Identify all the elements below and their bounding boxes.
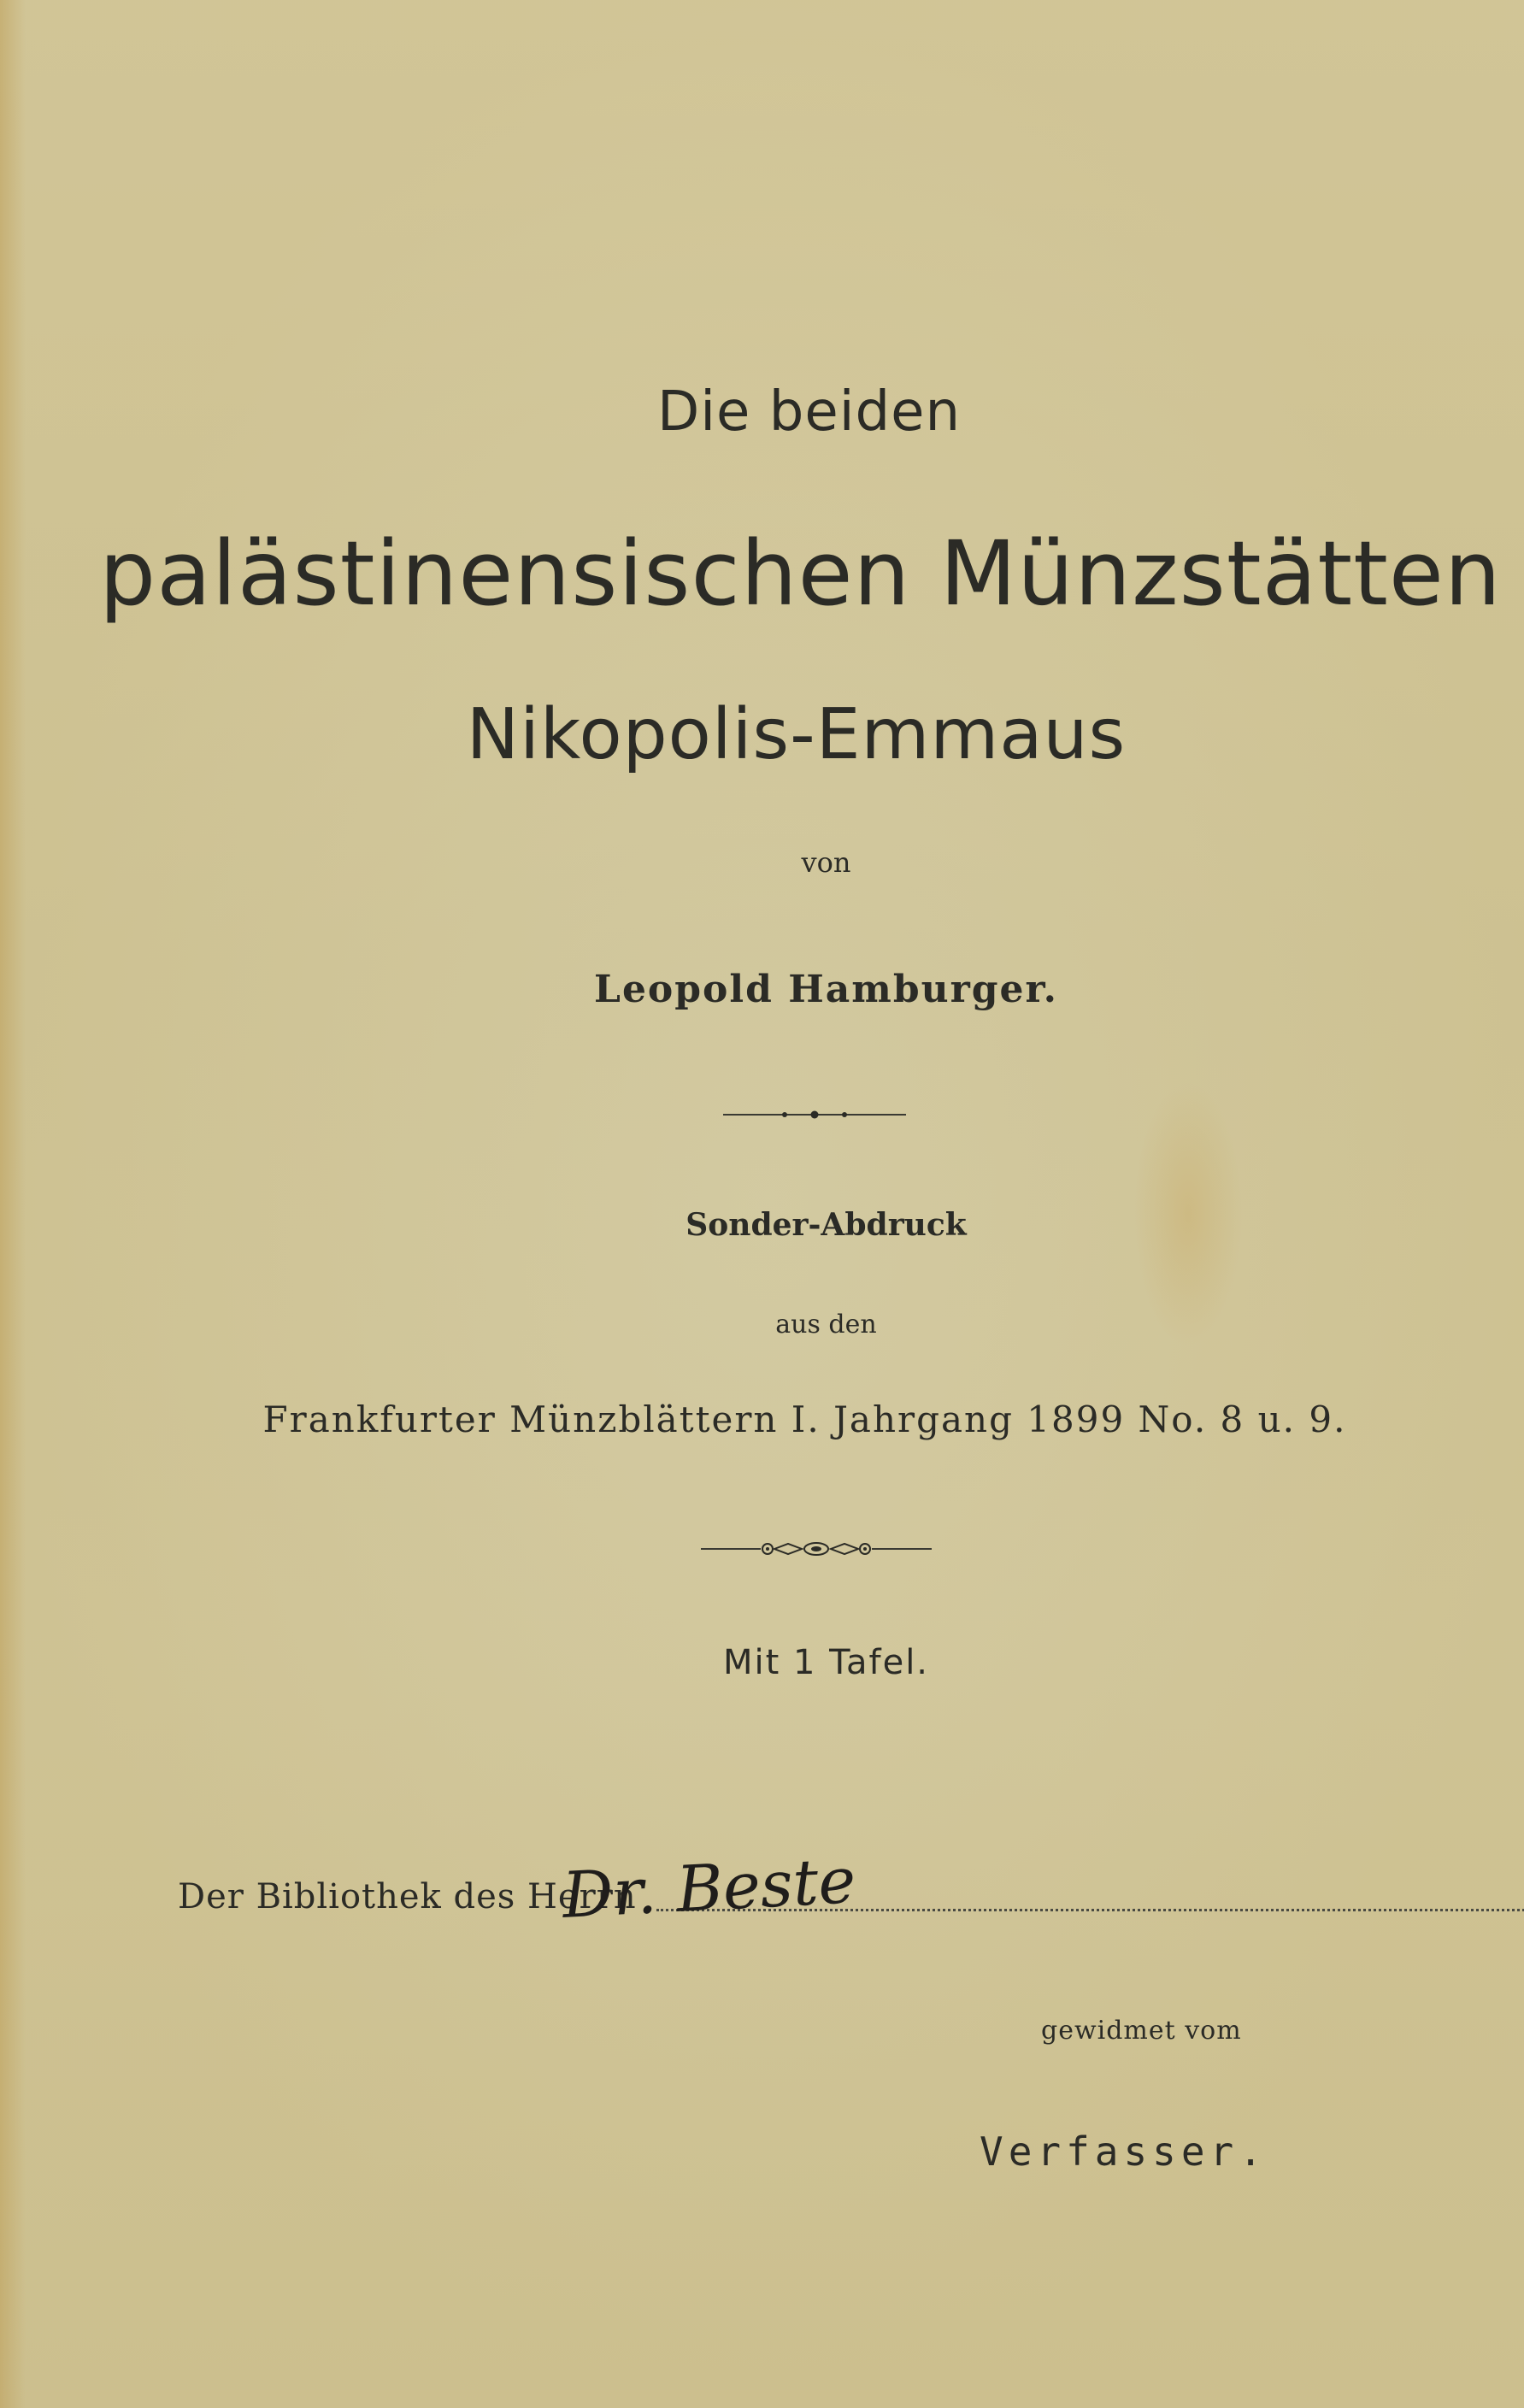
offprint-label: Sonder-Abdruck [686,1207,967,1243]
offprint-source: Frankfurter Münzblättern I. Jahrgang 1899 No. 8 u. 9. [262,1398,1347,1440]
dedication-gewidmet: gewidmet vom [1041,2016,1242,2046]
ornament-divider-top [723,1106,906,1123]
dedication-label: Der Bibliothek des Herrn [178,1877,637,1916]
offprint-aus: aus den [775,1310,877,1339]
title-small: Die beiden [656,380,962,444]
byline-von: von [801,846,851,879]
plates-note: Mit 1 Tafel. [722,1643,930,1682]
ornament-divider-bottom [701,1537,932,1561]
title-subtitle: Nikopolis-Emmaus [466,694,1127,775]
author-name: Leopold Hamburger. [594,968,1058,1011]
title-main: palästinensischen Münzstätten [99,521,1502,626]
dedication-verfasser: Verfasser. [980,2128,1268,2175]
page-edge-shadow [0,0,26,2408]
handwritten-recipient-text: Dr. Beste [560,1844,858,1933]
handwritten-recipient-name [530,1836,940,1939]
